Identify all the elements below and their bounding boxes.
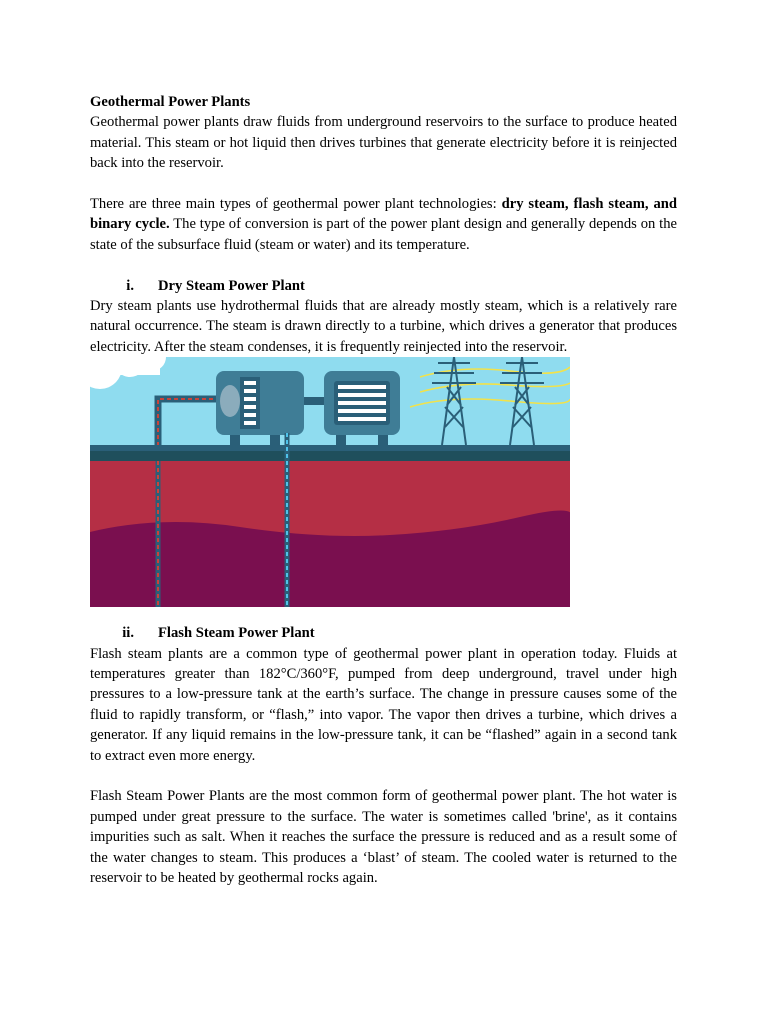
types-list: dry steam, flash steam, and binary cycle. — [90, 196, 677, 233]
ground-surface — [90, 445, 570, 451]
generator — [324, 371, 400, 445]
shaft — [304, 397, 324, 405]
section-title: Dry Steam Power Plant — [158, 277, 305, 294]
dry-steam-paragraph: Dry steam plants use hydrothermal fluids that are already mostly steam, which is a relatively rare natural occurrence. The steam is drawn directly to a turbine, which drives a generator that produces electricity. After the steam condenses, it is frequently reinjected into the reservoir. — [90, 298, 677, 355]
document-body — [90, 92, 677, 889]
section-title: Flash Steam Power Plant — [158, 625, 315, 642]
section-number: i. — [126, 277, 134, 294]
section-heading-dry-steam — [90, 276, 677, 296]
document-title: Geothermal Power Plants — [90, 94, 251, 110]
dry-steam-plant-illustration — [90, 357, 570, 607]
types-suffix: The type of conversion is part of the power plant design and generally depends on the state of the subsurface fluid (steam or water) and its temperature. — [90, 216, 677, 253]
section-number: ii. — [122, 625, 134, 642]
turbine — [216, 371, 304, 445]
types-prefix: There are three main types of geothermal power plant technologies: — [90, 196, 502, 213]
types-paragraph — [90, 194, 677, 255]
flash-steam-paragraph-2: Flash Steam Power Plants are the most common form of geothermal power plant. The hot water is pumped under great pressure to the surface. The water is sometimes called 'brine', as it contains impurities such as salt. When it reaches the surface the pressure is reduced and as a result some of the water changes to steam. This produces a ‘blast’ of steam. The cooled water is returned to the reservoir to be heated by geothermal rocks again. — [90, 788, 677, 887]
flash-steam-paragraph: Flash steam plants are a common type of geothermal power plant in operation today. Fluids at temperatures greater than 182°C/360°F, pumped from deep underground, travel under high pressures to a low-pressure tank at the earth’s surface. The change in pressure causes some of the fluid to rapidly transform, or “flash,” into vapor. The vapor then drives a turbine, which drives a generator. If any liquid remains in the low-pressure tank, it can be “flashed” again in a second tank to extract even more energy. — [90, 645, 677, 764]
ground-band — [90, 451, 570, 461]
intro-paragraph: Geothermal power plants draw fluids from underground reservoirs to the surface to produce heated material. This steam or hot liquid then drives turbines that generate electricity before it is reinjected back into the reservoir. — [90, 114, 677, 172]
section-heading-flash-steam — [90, 623, 677, 643]
